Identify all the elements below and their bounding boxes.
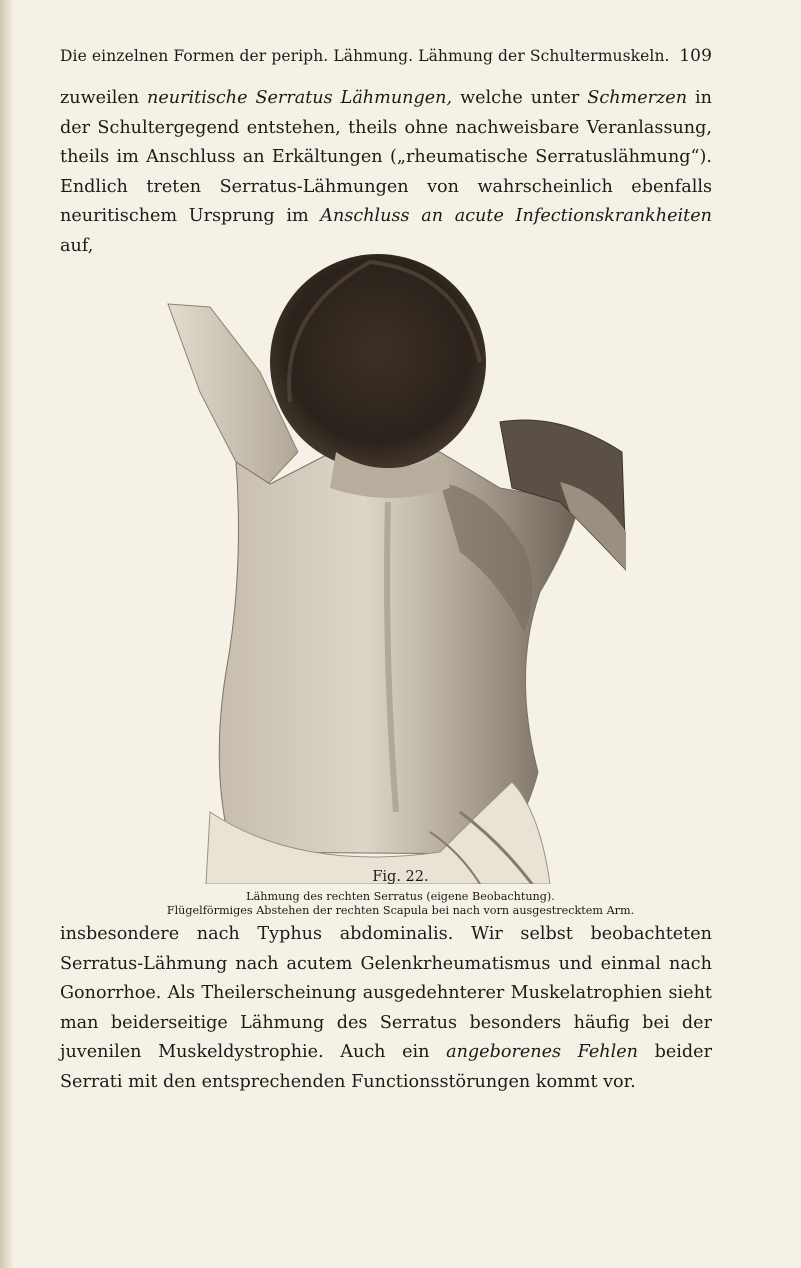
running-title: Die einzelnen Formen der periph. Lähmung. Lähmung der Schultermuskeln. xyxy=(60,47,670,65)
paragraph-top xyxy=(60,84,712,262)
paragraph-bottom xyxy=(60,920,712,1098)
italic-run: Schmerzen xyxy=(587,88,688,108)
figure-label: Fig. 22. xyxy=(372,869,429,885)
paragraph-1 xyxy=(60,84,712,262)
text-run: welche unter xyxy=(452,88,588,108)
running-header xyxy=(60,46,712,66)
figure-caption xyxy=(40,890,761,918)
head-hair xyxy=(270,254,486,470)
back-view-photo xyxy=(140,252,626,884)
page-binding-edge xyxy=(0,0,14,1268)
paragraph-2 xyxy=(60,920,712,1098)
text-run: insbesondere nach Typhus abdominalis. Wir selbst beobachteten Serratus-Lähmung nach acutem Gelenkrheumatismus und einmal nach Gonorrhoe. Als Theilerscheinung ausgedehnterer Muskelatrophien sieht man beiderseitige Lähmung des Serratus besonders häufig bei der juvenilen Muskeldystrophie. Auch ein xyxy=(60,924,712,1063)
page-number: 109 xyxy=(679,46,712,66)
figure-photograph xyxy=(140,252,626,884)
italic-run: Anschluss an acute Infectionskrankheiten xyxy=(320,206,712,227)
text-run: zuweilen xyxy=(60,88,148,108)
italic-run: angeborenes Fehlen xyxy=(446,1042,639,1063)
caption-line-2: Flügelförmiges Abstehen der rechten Scapula bei nach vorn ausgestrecktem Arm. xyxy=(166,904,635,917)
italic-run: neuritische Serratus Lähmungen, xyxy=(147,88,453,108)
text-run: beider Serrati mit den entsprechenden Functionsstörungen kommt vor. xyxy=(60,1042,713,1092)
torso xyxy=(219,448,580,854)
caption-line-1: Lähmung des rechten Serratus (eigene Beobachtung). xyxy=(246,890,555,903)
text-run: in der Schultergegend entstehen, theils ohne nachweisbare Veranlassung, theils im Anschluss an Erkältungen („rheumatische Serratuslähmung“). Endlich treten Serratus-Lähmungen von wahrscheinlich ebenfalls neuritischem Ursprung im xyxy=(60,88,712,227)
text-run: auf, xyxy=(60,235,94,256)
